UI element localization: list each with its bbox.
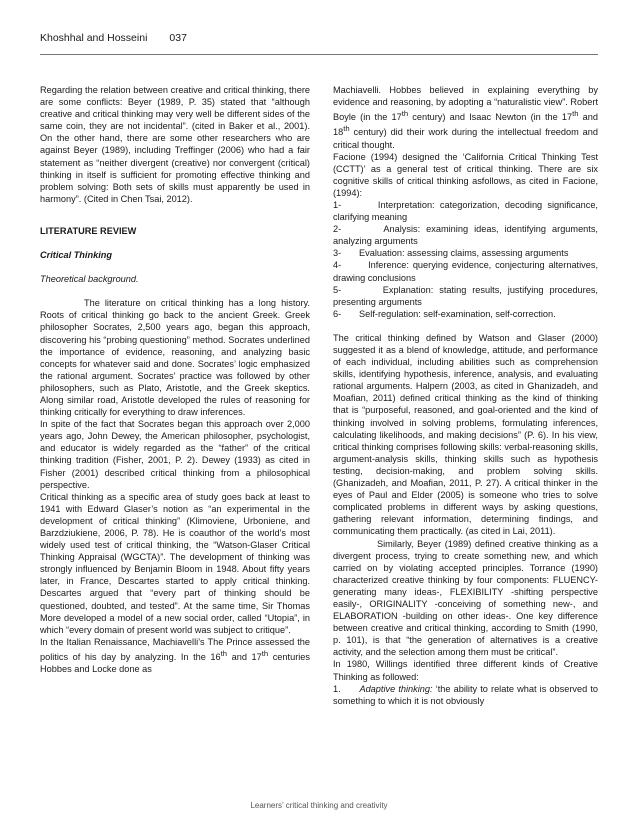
intro-paragraph: Regarding the relation between creative and critical thinking, there are some conflicts: Beyer (1989, P. 35) stated that “although creative and critical thinking may very well be different sides of the same coin, they are not incidental”. (cited in Baker et al., 2001). On the other hand, there are some other researchers who are against Beyer (1989), including Treffinger (2006) who had a fair statement as “neither divergent (creative) nor convergent (critical) thinking in itself is sufficient for promoting effective thinking and problem solving: Both sets of skills must apparently be used in harmony”. (Cited in Chen Tsai, 2012). — [40, 85, 310, 204]
header-rule — [40, 54, 598, 55]
left-column — [40, 84, 310, 675]
paragraph-hobbes: Machiavelli. Hobbes believed in explaining everything by evidence and reasoning, by adopting a “naturalistic view”. Robert Boyle (in the 17th century) and Isaac Newton (in the 17th and 18th century) did their work during the intellectual freedom and critical thought. — [333, 85, 598, 150]
paragraph-dewey: In spite of the fact that Socrates began this approach over 2,000 years ago, John Dewey, the American philosopher, psychologist, and educator is widely regarded as the “father” of the critical thinking tradition (Fisher, 2001, P. 2). Dewey (1933) as cited in Fisher (2001) described critical thinking from a philosophical perspective. — [40, 419, 310, 490]
header-authors: Khoshhal and Hosseini — [40, 32, 148, 44]
paragraph-renaissance: In the Italian Renaissance, Machiavelli’s The Prince assessed the politics of his day by analyzing. In the 16th and 17th centuries Hobbes and Locke done as — [40, 636, 310, 675]
section-heading: LITERATURE REVIEW — [40, 225, 137, 236]
list-item: 3- Evaluation: assessing claims, assessing arguments — [333, 248, 569, 259]
list-item: 6- Self-regulation: self-examination, self-correction. — [333, 308, 556, 319]
paragraph-adaptive: 1. Adaptive thinking: ‘the ability to relate what is observed to something to which it is not obviously — [333, 683, 598, 706]
paragraph-glaser: Critical thinking as a specific area of study goes back at least to 1941 with Edward Glaser’s notion as “an experimental in the development of critical thinking” (Klimoviene, Urboniene, and Barzdziukiene, 2006, P. 78). He is coauthor of the world’s most widely used test of critical thinking, the “Watson-Glaser Critical Thinking Appraisal (WGCTA)”. The development of thinking was strongly influenced by Benjamin Bloom in 1948. About fifty years later, in France, Descartes started to apply critical thinking. Descartes argued that “every part of thinking should be questioned, doubted, and tested”. At the same time, Sir Thomas More developed a model of a new social order, called “Utopia”, in which “every domain of present world was subject to critique”. — [40, 491, 310, 635]
right-column — [333, 84, 598, 707]
paragraph-creative-thinking: Similarly, Beyer (1989) defined creative thinking as a divergent process, trying to create something new, and which carried on by violating accepted principles. Torrance (1990) characterized creative thinking by four components: FLUENCY-generating many ideas-, FLEXIBILITY -shifting perspective easily-, ORIGINALITY -conceiving of something new-, and ELABORATION -building on other ideas-. One key difference between creative and critical thinking, according to Smith (1990, p. 101), is that “the generation of alternatives is a creative activity, and the selection among them must be critical”. — [333, 538, 598, 658]
list-item: 1- Interpretation: categorization, decoding significance, clarifying meaning — [333, 199, 598, 223]
skills-list — [333, 199, 598, 320]
subsection-heading: Critical Thinking — [40, 250, 112, 261]
paragraph-watson-glaser: The critical thinking defined by Watson and Glaser (2000) suggested it as a blend of knowledge, attitude, and performance of each individual, including abilities such as comprehension skills, identifying hypothesis, inference, analysis, and evaluating rational arguments. Halpern (2003, as cited in Ghanizadeh, and Moafian, 2011) defined critical thinking as the kind of thinking that is “purposeful, reasoned, and goal-oriented and the kind of thinking involved in solving problems, formulating inferences, calculating likelihoods, and making decisions” (P. 6). In his view, critical thinking comprises following skills: verbal-reasoning skills, argument-analysis skills, thinking skills such as hypothesis testing, decision-making, and problem solving skills. (Ghanizadeh, and Moafian, 2011, P. 27). A critical thinker in the eyes of Paul and Elder (2005) is someone who tries to solve complicated problems in different ways by asking questions, gathering relevant information, determining findings, and communicating them practically. (as cited in Lai, 2011). — [333, 332, 598, 537]
footer-running-title: Learners’ critical thinking and creativity — [250, 801, 388, 810]
list-item: 5- Explanation: stating results, justifying procedures, presenting arguments — [333, 284, 598, 307]
running-header — [40, 32, 187, 44]
header-page-number: 037 — [169, 32, 187, 44]
subsubsection-heading: Theoretical background. — [40, 274, 139, 285]
paragraph-facione: Facione (1994) designed the ‘California Critical Thinking Test (CCTT)’ as a general test of critical thinking. There are six cognitive skills of critical thinking asfollows, as cited in Facione, (1994): — [333, 151, 598, 198]
paragraph-history: The literature on critical thinking has a long history. Roots of critical thinking go back to the ancient Greek. Greek philosopher Socrates, 2,500 years ago, began this approach, discovering his “probing questioning” method. Socrates underlined the importance of evidence, reasoning, and analyzing basic concepts for whatever said and done. Socrates’ logic emphasized the rational argument. Socrates’ practice was followed by other philosophers, such as Plato, Aristotle, and the Greek skeptics. Along similar road, Aristotle developed the rules of reasoning for thinking critically for everything to draw inferences. — [40, 298, 310, 418]
list-item: 4- Inference: querying evidence, conjecturing alternatives, drawing conclusions — [333, 260, 598, 283]
list-item: 2- Analysis: examining ideas, identifying arguments, analyzing arguments — [333, 224, 598, 247]
paragraph-willings: In 1980, Willings identified three different kinds of Creative Thinking as followed: — [333, 659, 598, 682]
